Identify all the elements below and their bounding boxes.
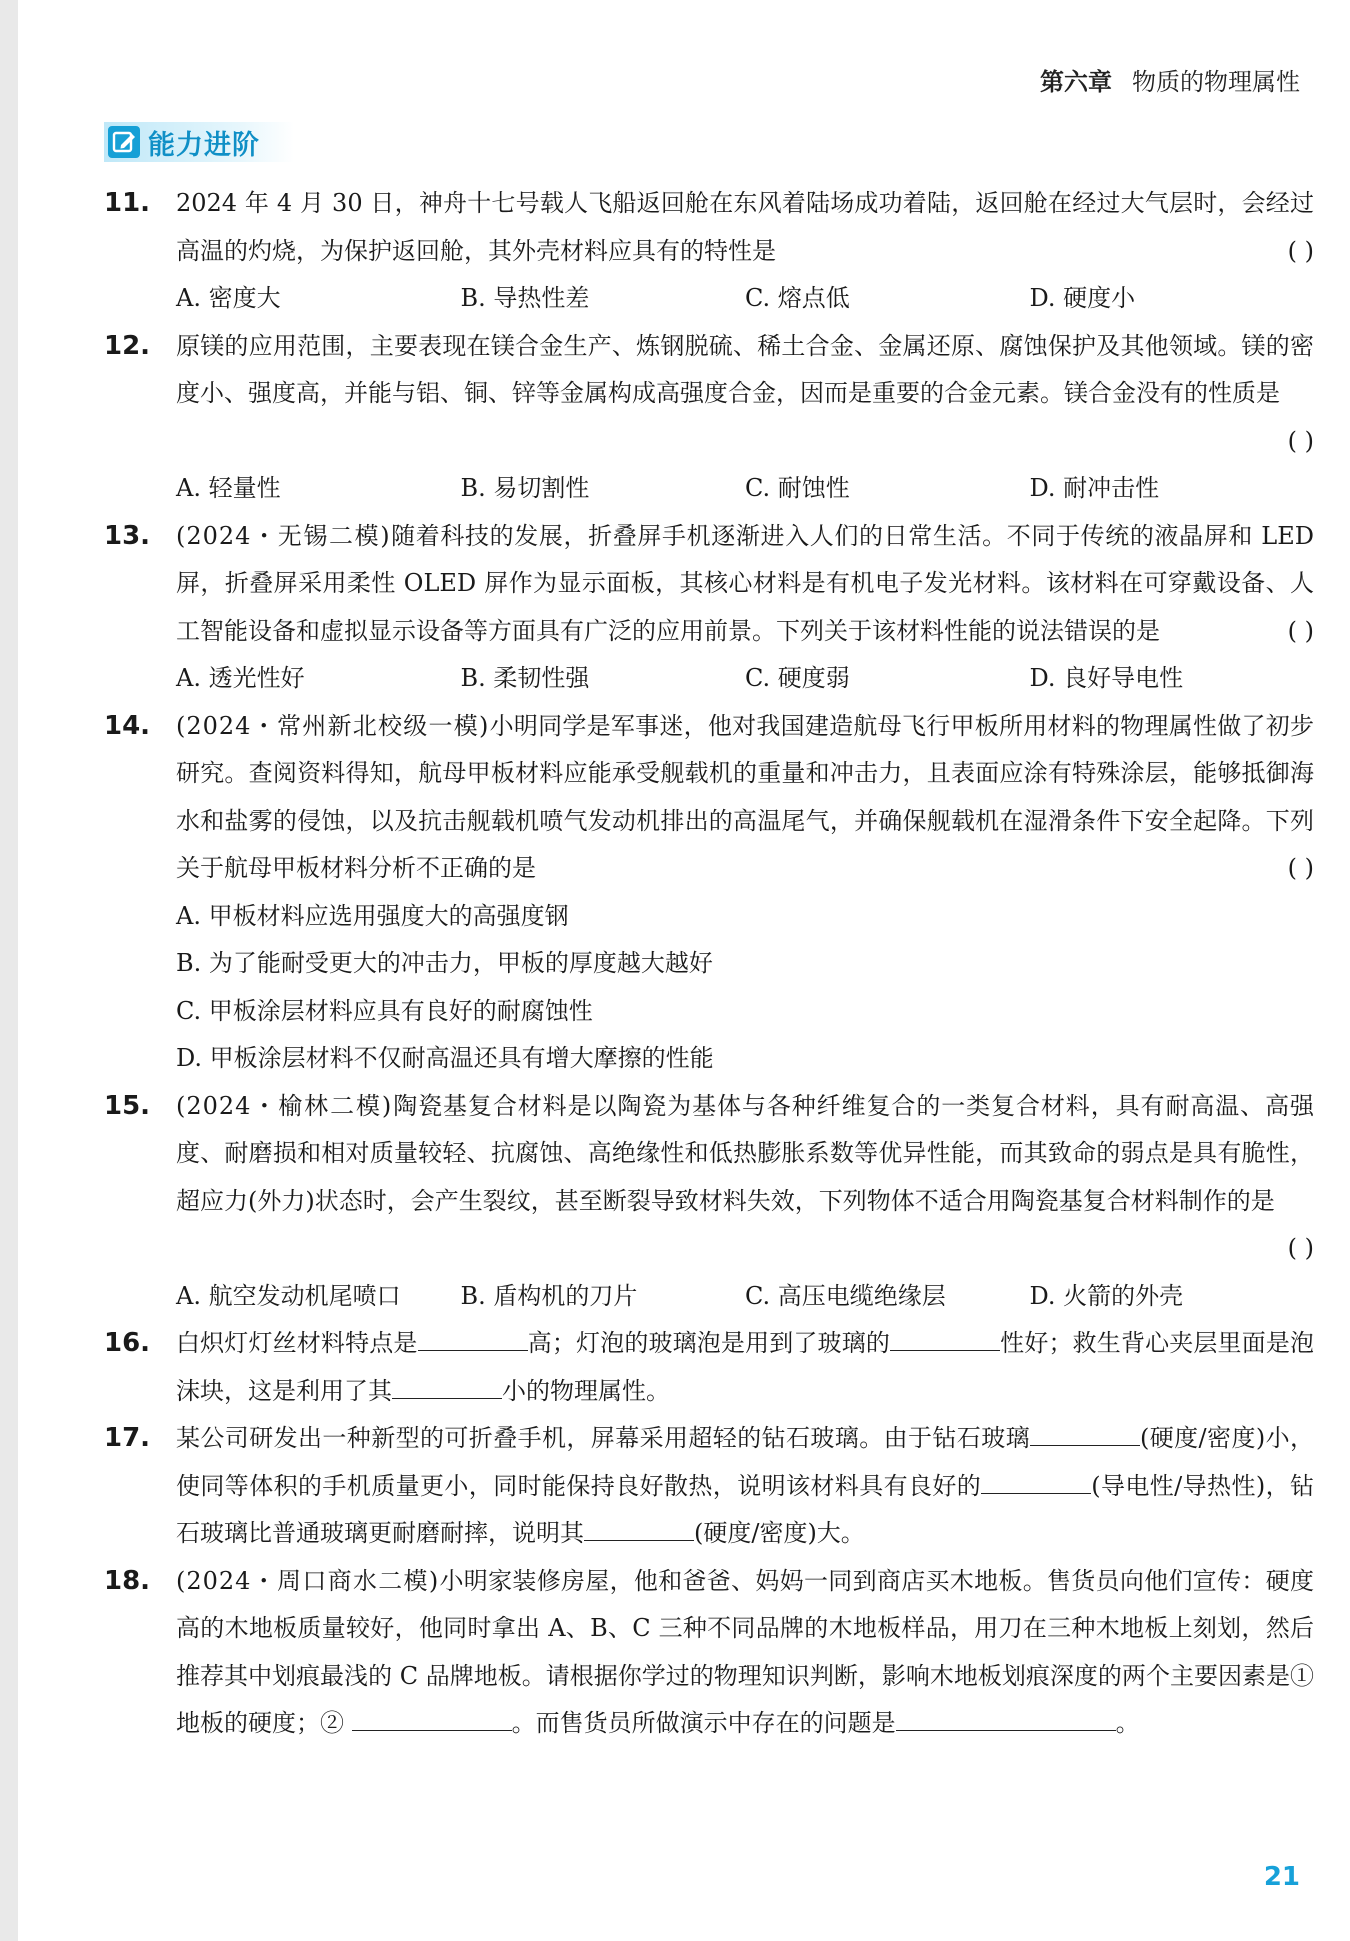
question-number: 17.: [104, 1423, 151, 1453]
question-text: 原镁的应用范围，主要表现在镁合金生产、炼钢脱硫、稀土合金、金属还原、腐蚀保护及其他领域。镁的密度小、强度高，并能与铝、铜、锌等金属构成高强度合金，因而是重要的合金元素。镁合金没有的性质是: [176, 331, 1314, 407]
option-c: C. 耐蚀性: [745, 474, 850, 502]
question-text: 2024 年 4 月 30 日，神舟十七号载人飞船返回舱在东风着陆场成功着陆，返回舱在经过大气层时，会经过高温的灼烧，为保护返回舱，其外壳材料应具有的特性是: [176, 189, 1314, 265]
option-c: C. 熔点低: [745, 284, 850, 312]
question-text: (硬度/密度)小，使同等体积的手机质量更小，同时能保持良好散热，说明该材料具有良好的: [176, 1424, 1315, 1500]
answer-bracket: ( ): [1287, 616, 1314, 645]
option-c: C. 甲板涂层材料应具有良好的耐腐蚀性: [176, 996, 593, 1025]
question-text: 白炽灯灯丝材料特点是: [176, 1329, 418, 1357]
option-b: B. 易切割性: [460, 474, 590, 502]
question-16: [104, 1320, 1314, 1415]
section-title: 能力进阶: [148, 129, 260, 161]
question-14: [104, 703, 1314, 1083]
option-a: A. 密度大: [176, 284, 281, 312]
pencil-icon: [108, 126, 140, 158]
option-b: B. 为了能耐受更大的冲击力，甲板的厚度越大越好: [176, 949, 713, 977]
question-text: 高；灯泡的玻璃泡是用到了玻璃的: [527, 1329, 891, 1357]
fill-blank[interactable]: [418, 1324, 528, 1351]
section-heading: [104, 122, 294, 162]
fill-blank[interactable]: [1030, 1419, 1140, 1446]
fill-blank[interactable]: [584, 1514, 694, 1541]
question-17: [104, 1415, 1314, 1558]
option-d: D. 甲板涂层材料不仅耐高温还具有增大摩擦的性能: [176, 1044, 714, 1072]
question-list: [104, 180, 1314, 1748]
question-source: (2024・无锡二模): [176, 521, 391, 550]
question-text: 。而售货员所做演示中存在的问题是: [511, 1709, 896, 1737]
chapter-number: 第六章: [1040, 68, 1112, 96]
question-15: [104, 1083, 1314, 1321]
question-13: [104, 513, 1314, 703]
question-source: (2024・榆林二模): [176, 1091, 393, 1120]
question-18: [104, 1558, 1314, 1748]
question-text: 小的物理属性。: [502, 1376, 670, 1405]
fill-blank[interactable]: [392, 1372, 502, 1399]
question-number: 15.: [104, 1090, 151, 1121]
question-number: 16.: [104, 1328, 151, 1358]
question-11: [104, 180, 1314, 323]
option-a: A. 轻量性: [176, 474, 281, 502]
option-b: B. 柔韧性强: [460, 664, 590, 692]
question-number: 18.: [104, 1565, 151, 1596]
option-d: D. 良好导电性: [1029, 664, 1184, 692]
question-source: (2024・常州新北校级一模): [176, 711, 490, 740]
question-number: 14.: [104, 710, 151, 741]
chapter-title: 物质的物理属性: [1132, 68, 1300, 96]
question-text: 。: [1115, 1709, 1140, 1737]
question-text: (导电性/导热性)，钻石玻璃比普通玻璃更耐磨耐摔，说明其: [176, 1471, 1315, 1547]
fill-blank[interactable]: [890, 1324, 1000, 1351]
page: [18, 0, 1350, 1941]
option-c: C. 硬度弱: [745, 664, 850, 692]
question-source: (2024・周口商水二模): [176, 1566, 440, 1595]
question-text: 小明同学是军事迷，他对我国建造航母飞行甲板所用材料的物理属性做了初步研究。查阅资料得知，航母甲板材料应能承受舰载机的重量和冲击力，且表面应涂有特殊涂层，能够抵御海水和盐雾的侵蚀，以及抗击舰载机喷气发动机排出的高温尾气，并确保舰载机在湿滑条件下安全起降。下列关于航母甲板材料分析不正确的是: [176, 711, 1315, 882]
option-a: A. 透光性好: [176, 664, 305, 692]
question-text: 性好；救生背心夹层里面是泡沫块，这是利用了其: [176, 1329, 1315, 1405]
answer-bracket: ( ): [1287, 1234, 1314, 1262]
option-d: D. 硬度小: [1029, 284, 1136, 312]
answer-bracket: ( ): [1287, 236, 1314, 265]
question-number: 13.: [104, 520, 151, 551]
option-b: B. 导热性差: [460, 284, 590, 312]
option-b: B. 盾构机的刀片: [460, 1281, 638, 1310]
question-12: [104, 323, 1314, 513]
answer-bracket: ( ): [1287, 426, 1314, 455]
question-text: 某公司研发出一种新型的可折叠手机，屏幕采用超轻的钻石玻璃。由于钻石玻璃: [176, 1424, 1030, 1452]
question-text: 陶瓷基复合材料是以陶瓷为基体与各种纤维复合的一类复合材料，具有耐高温、高强度、耐磨损和相对质量较轻、抗腐蚀、高绝缘性和低热膨胀系数等优异性能，而其致命的弱点是具有脆性，超应力(外力)状态时，会产生裂纹，甚至断裂导致材料失效，下列物体不适合用陶瓷基复合材料制作的是: [176, 1091, 1314, 1215]
page-number: 21: [1263, 1862, 1300, 1892]
fill-blank[interactable]: [981, 1467, 1091, 1494]
answer-bracket: ( ): [1287, 854, 1314, 882]
question-number: 12.: [104, 330, 151, 361]
question-text: 随着科技的发展，折叠屏手机逐渐进入人们的日常生活。不同于传统的液晶屏和 LED 屏，折叠屏采用柔性 OLED 屏作为显示面板，其核心材料是有机电子发光材料。该材料在可穿戴设备、人工智能设备和虚拟显示设备等方面具有广泛的应用前景。下列关于该材料性能的说法错误的是: [176, 521, 1314, 645]
fill-blank[interactable]: [352, 1704, 512, 1731]
option-c: C. 高压电缆绝缘层: [745, 1281, 946, 1310]
option-a: A. 甲板材料应选用强度大的高强度钢: [176, 901, 569, 930]
option-d: D. 耐冲击性: [1029, 474, 1160, 502]
option-a: A. 航空发动机尾喷口: [176, 1281, 401, 1310]
question-text: 小明家装修房屋，他和爸爸、妈妈一同到商店买木地板。售货员向他们宣传：硬度高的木地板质量较好，他同时拿出 A、B、C 三种不同品牌的木地板样品，用刀在三种木地板上刻划，然后推荐其中划痕最浅的 C 品牌地板。请根据你学过的物理知识判断，影响木地板划痕深度的两个主要因素是① 地板的硬度；②: [176, 1566, 1314, 1737]
option-d: D. 火箭的外壳: [1029, 1281, 1184, 1310]
question-text: (硬度/密度)大。: [694, 1519, 865, 1547]
question-number: 11.: [104, 188, 151, 218]
running-header: [1040, 62, 1300, 97]
fill-blank[interactable]: [896, 1704, 1116, 1731]
